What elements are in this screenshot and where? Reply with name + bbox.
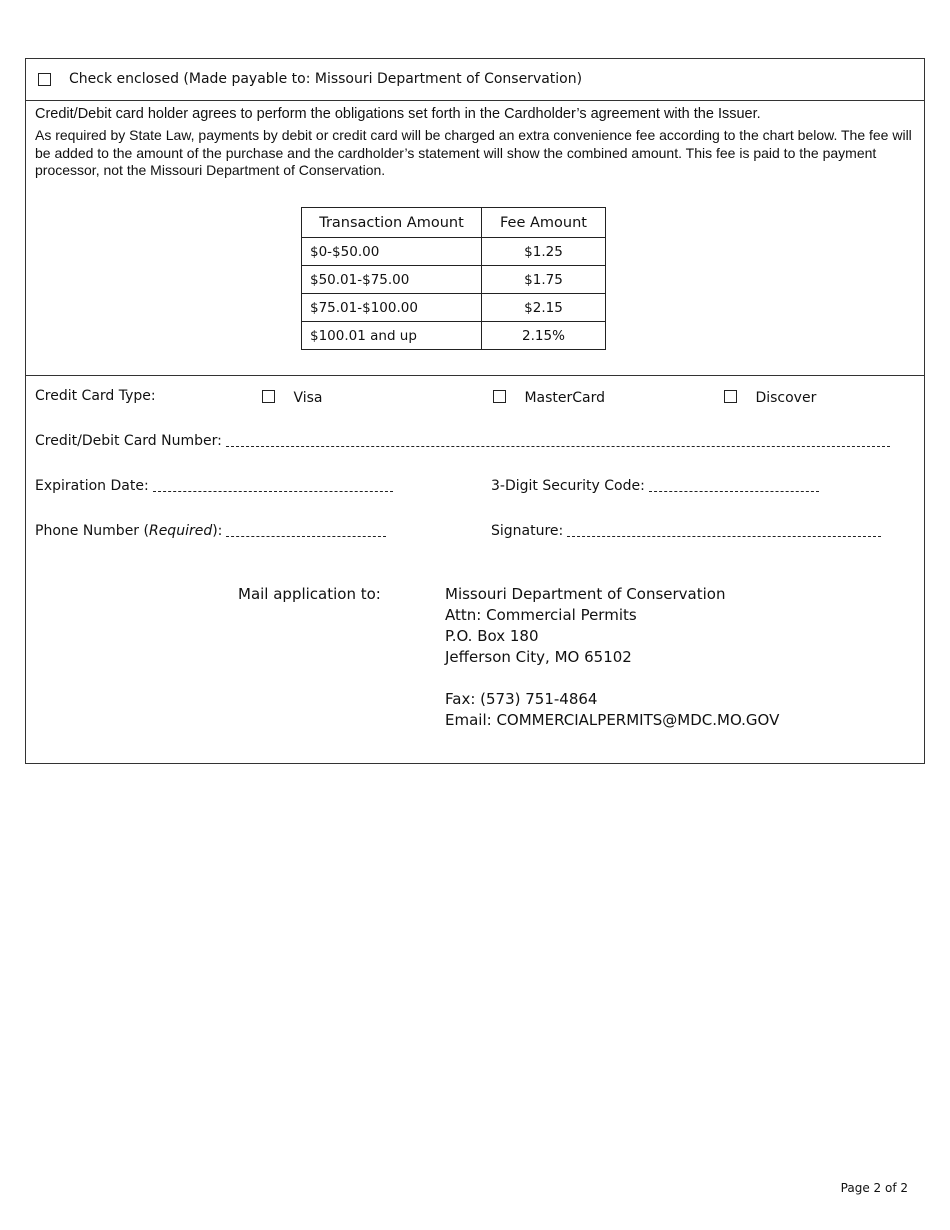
discover-option[interactable]	[724, 390, 816, 406]
fee-amount-cell: $1.25	[482, 238, 606, 266]
card-number-field[interactable]	[226, 434, 890, 447]
mail-attn: Attn: Commercial Permits	[445, 606, 637, 624]
phone-label-suffix: ):	[212, 523, 223, 539]
mail-city: Jefferson City, MO 65102	[445, 648, 632, 666]
table-row	[302, 266, 606, 294]
security-code-field[interactable]	[649, 479, 819, 492]
phone-required-label: Required	[148, 523, 213, 539]
signature-row	[491, 523, 881, 539]
page-number: Page 2 of 2	[840, 1181, 908, 1195]
mastercard-label: MasterCard	[524, 390, 606, 406]
table-row	[302, 238, 606, 266]
convenience-fee-section	[26, 101, 924, 376]
check-enclosed-checkbox[interactable]	[38, 73, 51, 86]
security-code-label: 3-Digit Security Code:	[491, 478, 645, 494]
transaction-amount-cell: $75.01-$100.00	[302, 294, 482, 322]
card-number-row	[35, 433, 890, 449]
visa-label: Visa	[293, 390, 323, 406]
convenience-fee-text: As required by State Law, payments by debit or credit card will be charged an extra convenience fee according to the chart below. The fee will be added to the amount of the purchase and the cardholder’s statement will show the combined amount. This fee is paid to the payment processor, not the Missouri Department of Conservation.	[35, 127, 912, 178]
card-type-label: Credit Card Type:	[35, 388, 156, 404]
mail-email[interactable]: Email: COMMERCIALPERMITS@MDC.MO.GOV	[445, 711, 780, 729]
signature-label: Signature:	[491, 523, 564, 539]
transaction-amount-cell: $0-$50.00	[302, 238, 482, 266]
mail-fax: Fax: (573) 751-4864	[445, 690, 598, 708]
mail-label: Mail application to:	[238, 585, 381, 603]
mail-po-box: P.O. Box 180	[445, 627, 539, 645]
fee-amount-cell: $1.75	[482, 266, 606, 294]
card-number-label: Credit/Debit Card Number:	[35, 433, 222, 449]
mail-org: Missouri Department of Conservation	[445, 585, 726, 603]
fee-amount-cell: 2.15%	[482, 322, 606, 350]
table-row	[302, 322, 606, 350]
discover-checkbox[interactable]	[724, 390, 737, 403]
transaction-amount-cell: $50.01-$75.00	[302, 266, 482, 294]
visa-option[interactable]	[262, 390, 323, 406]
mail-address-block	[445, 584, 779, 731]
fee-table	[301, 207, 606, 350]
mail-spacer	[445, 668, 779, 689]
discover-label: Discover	[755, 390, 817, 406]
visa-checkbox[interactable]	[262, 390, 275, 403]
expiration-label: Expiration Date:	[35, 478, 149, 494]
expiration-field[interactable]	[153, 479, 393, 492]
col-transaction-amount: Transaction Amount	[302, 208, 482, 238]
security-code-row	[491, 478, 819, 494]
table-row	[302, 294, 606, 322]
phone-row	[35, 523, 386, 539]
col-fee-amount: Fee Amount	[482, 208, 606, 238]
check-enclosed-label: Check enclosed (Made payable to: Missouri Department of Conservation)	[69, 71, 583, 87]
fee-amount-cell: $2.15	[482, 294, 606, 322]
mastercard-option[interactable]	[493, 390, 605, 406]
mastercard-checkbox[interactable]	[493, 390, 506, 403]
phone-field[interactable]	[226, 524, 386, 537]
check-enclosed-row	[26, 59, 924, 101]
payment-form	[25, 58, 925, 764]
fee-table-header	[302, 208, 606, 238]
card-details-section	[26, 376, 924, 762]
phone-label-prefix: Phone Number (	[35, 523, 149, 539]
expiration-row	[35, 478, 393, 494]
transaction-amount-cell: $100.01 and up	[302, 322, 482, 350]
signature-field[interactable]	[567, 524, 881, 537]
cardholder-agreement-text: Credit/Debit card holder agrees to perform the obligations set forth in the Cardholder’s agreement with the Issuer.	[35, 106, 761, 122]
